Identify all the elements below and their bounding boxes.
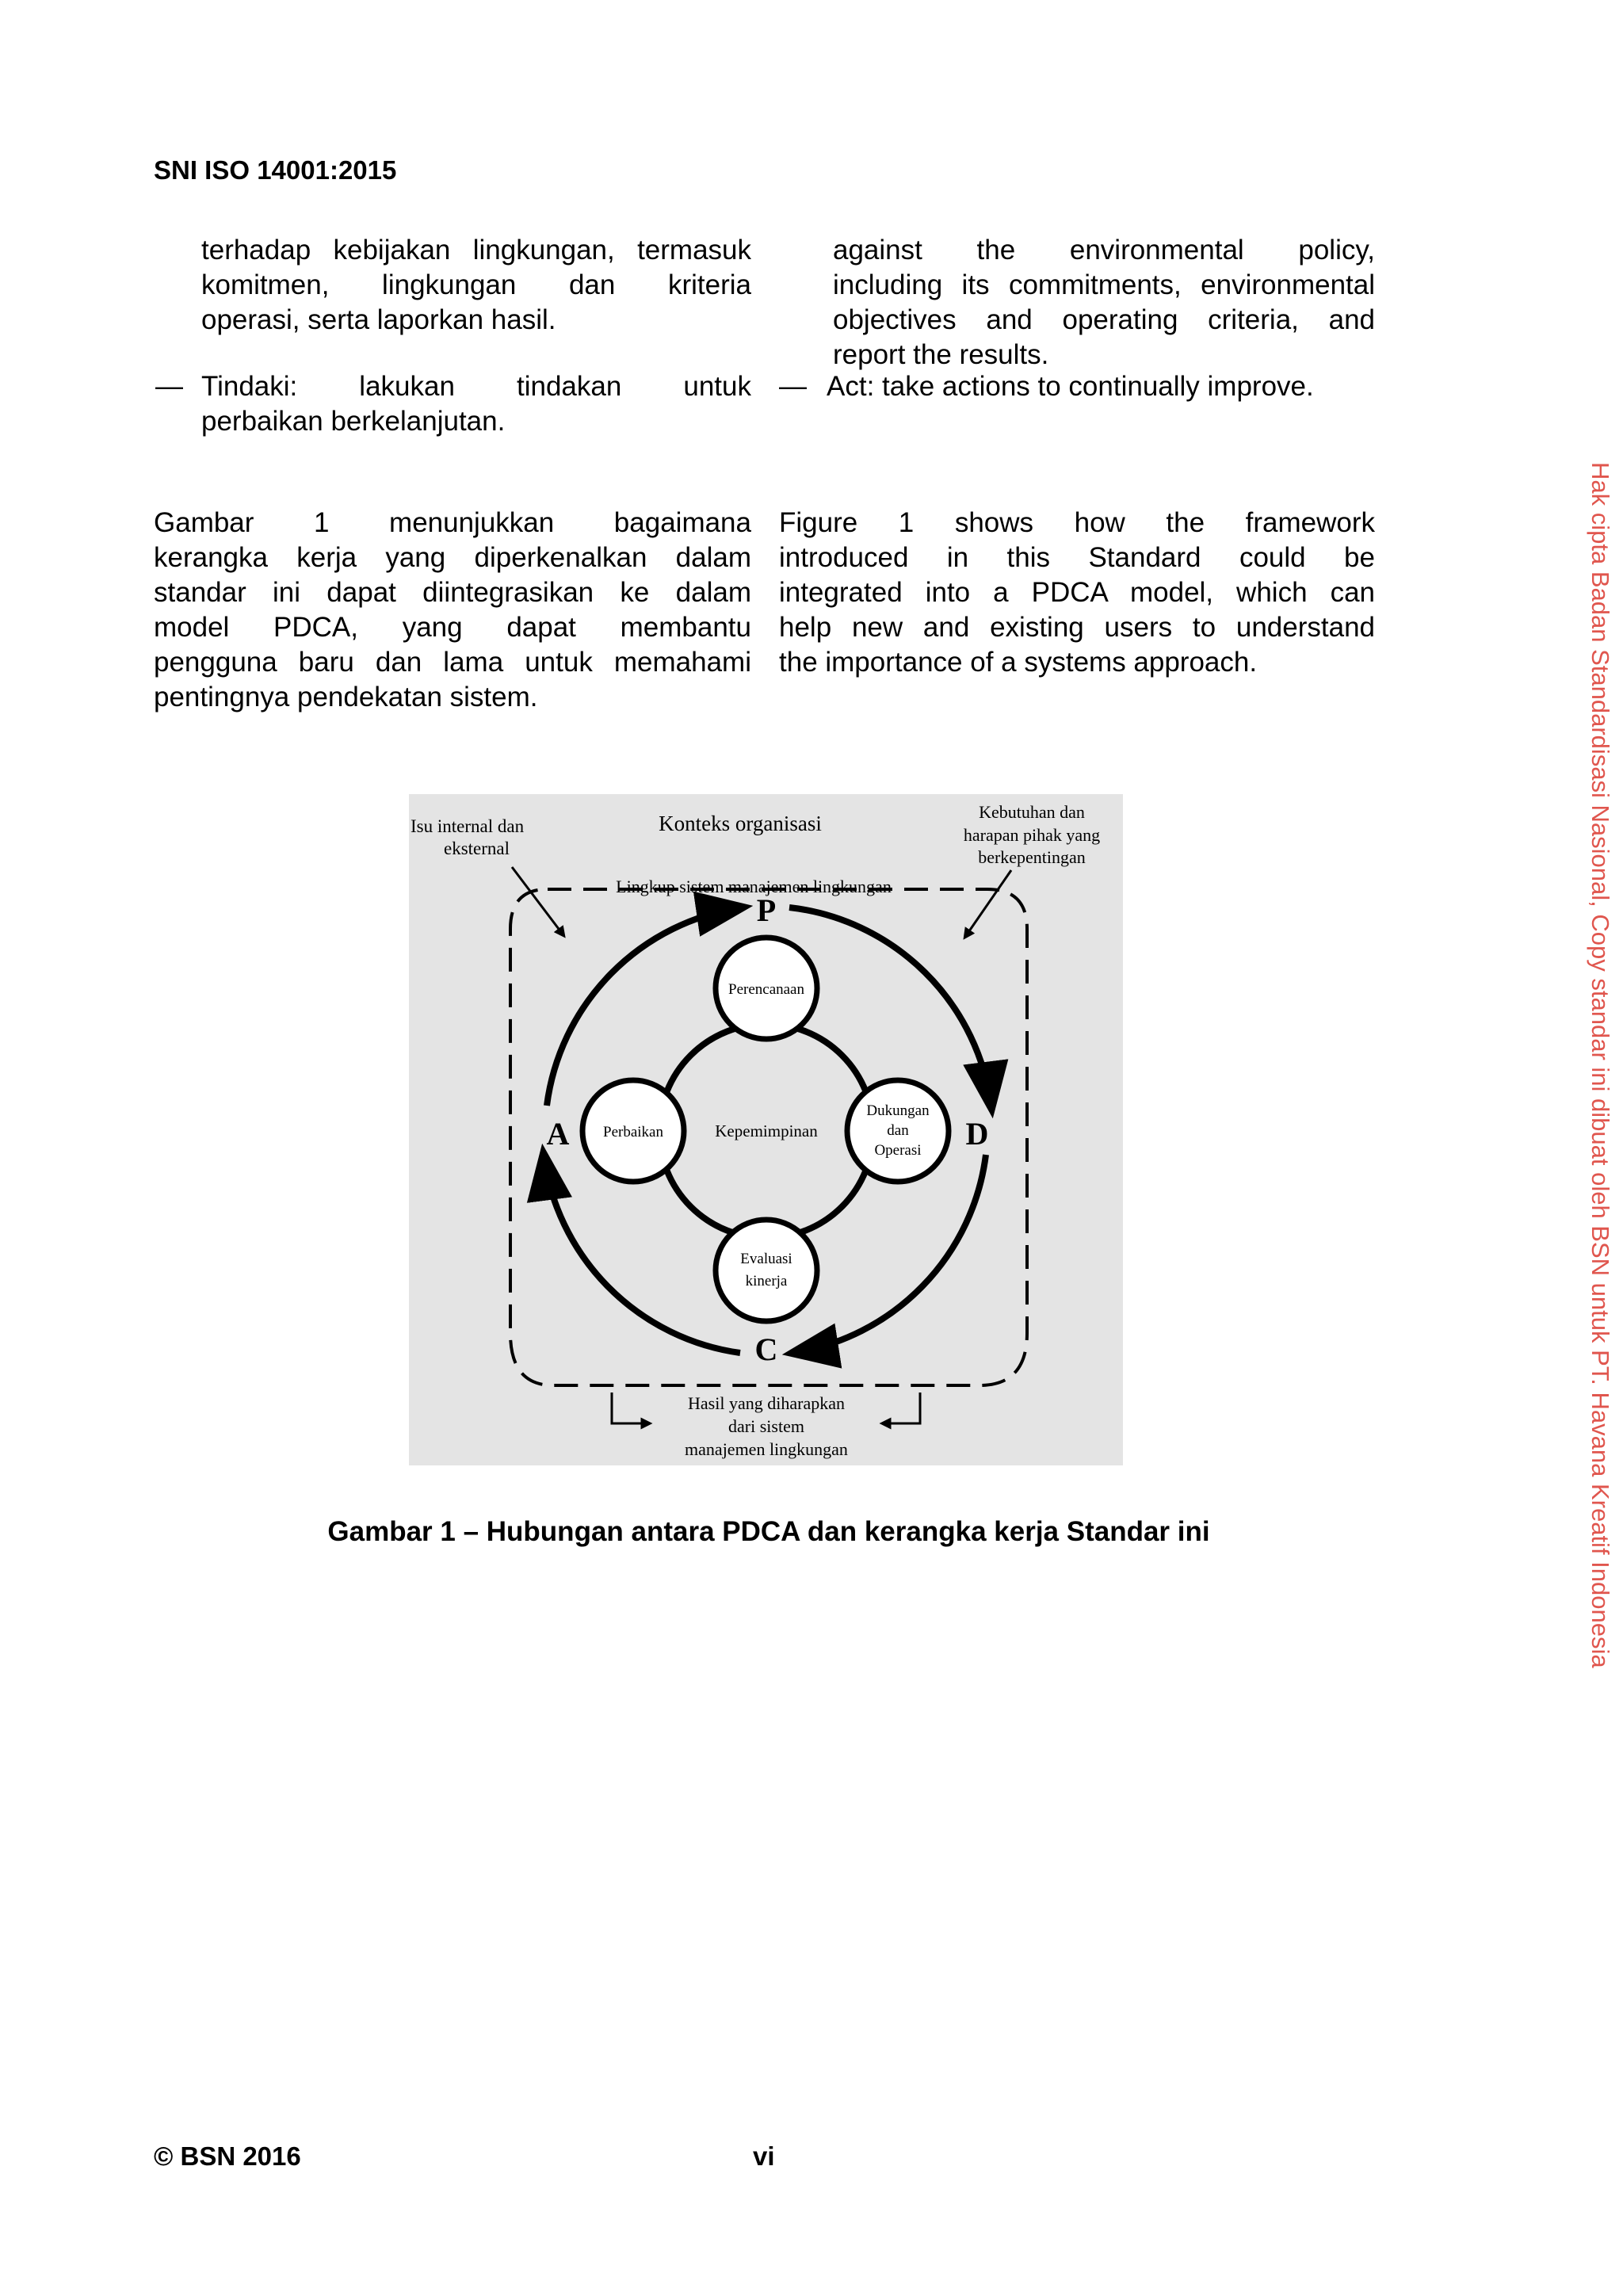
performance-evaluation-line: kinerja xyxy=(745,1273,788,1289)
text-line: help new and existing users to understand xyxy=(779,612,1375,643)
left-bullet-dash: — xyxy=(155,371,183,402)
support-operation-line: Operasi xyxy=(874,1142,922,1159)
improvement-label: Perbaikan xyxy=(603,1124,663,1140)
internal-issues-line: Isu internal dan xyxy=(411,816,525,836)
left-check-continuation xyxy=(201,233,751,338)
text-line: Tindaki: lakukan tindakan untuk xyxy=(201,371,751,402)
performance-evaluation-line: Evaluasi xyxy=(740,1251,792,1267)
text-line: terhadap kebijakan lingkungan, termasuk xyxy=(201,235,751,266)
page-number: vi xyxy=(753,2141,775,2171)
figure-caption: Gambar 1 – Hubungan antara PDCA dan kerangka kerja Standar ini xyxy=(327,1516,1210,1547)
text-line: including its commitments, environmental xyxy=(833,269,1375,300)
text-line: the importance of a systems approach. xyxy=(779,647,1258,678)
text-line: komitmen, lingkungan dan kriteria xyxy=(201,269,751,300)
text-line: perbaikan berkelanjutan. xyxy=(201,406,506,437)
act-letter: A xyxy=(546,1116,570,1152)
text-line: pengguna baru dan lama untuk memahami xyxy=(154,647,751,678)
support-operation-line: dan xyxy=(887,1122,909,1139)
text-line: Figure 1 shows how the framework xyxy=(779,507,1375,538)
right-bullet-dash: — xyxy=(779,371,807,402)
context-label: Konteks organisasi xyxy=(659,812,822,835)
footer-copyright: © BSN 2016 xyxy=(154,2141,301,2171)
right-figure-intro xyxy=(779,506,1375,680)
leadership-label: Kepemimpinan xyxy=(715,1121,818,1140)
left-figure-intro xyxy=(154,506,751,715)
intended-outcomes-line: manajemen lingkungan xyxy=(685,1439,848,1459)
scope-label: Lingkup sistem manajemen lingkungan xyxy=(616,877,892,896)
text-line: model PDCA, yang dapat membantu xyxy=(154,612,751,643)
intended-outcomes-line: dari sistem xyxy=(728,1416,804,1436)
text-line: introduced in this Standard could be xyxy=(779,542,1375,573)
text-line: operasi, serta laporkan hasil. xyxy=(201,304,556,335)
text-line: against the environmental policy, xyxy=(833,235,1375,266)
intended-outcomes-line: Hasil yang diharapkan xyxy=(688,1393,845,1413)
text-line: pentingnya pendekatan sistem. xyxy=(154,682,538,712)
stakeholder-needs-line: berkepentingan xyxy=(978,847,1086,867)
stakeholder-needs-line: harapan pihak yang xyxy=(963,825,1101,845)
right-check-continuation xyxy=(833,233,1375,372)
planning-label: Perencanaan xyxy=(728,981,804,998)
text-line: Gambar 1 menunjukkan bagaimana xyxy=(154,507,751,538)
text-line: standar ini dapat diintegrasikan ke dalam xyxy=(154,577,751,608)
performance-evaluation-circle xyxy=(716,1220,817,1321)
plan-letter: P xyxy=(756,892,777,928)
text-line: integrated into a PDCA model, which can xyxy=(779,577,1375,608)
internal-issues-line: eksternal xyxy=(444,839,510,858)
copyright-watermark: Hak cipta Badan Standardisasi Nasional, Copy standar ini dibuat oleh BSN untuk PT. Havana Kreatif Indonesia xyxy=(1587,462,1614,1668)
left-act-bullet xyxy=(201,369,751,439)
text-line: report the results. xyxy=(833,339,1049,370)
right-act-bullet xyxy=(827,369,1381,404)
do-letter: D xyxy=(965,1116,989,1152)
check-letter: C xyxy=(754,1331,778,1367)
document-code: SNI ISO 14001:2015 xyxy=(154,155,397,185)
text-line: kerangka kerja yang diperkenalkan dalam xyxy=(154,542,751,573)
text-line: objectives and operating criteria, and xyxy=(833,304,1375,335)
support-operation-line: Dukungan xyxy=(866,1102,930,1119)
stakeholder-needs-line: Kebutuhan dan xyxy=(979,802,1085,822)
text-line: Act: take actions to continually improve. xyxy=(827,371,1314,402)
pdca-diagram xyxy=(409,794,1123,1465)
